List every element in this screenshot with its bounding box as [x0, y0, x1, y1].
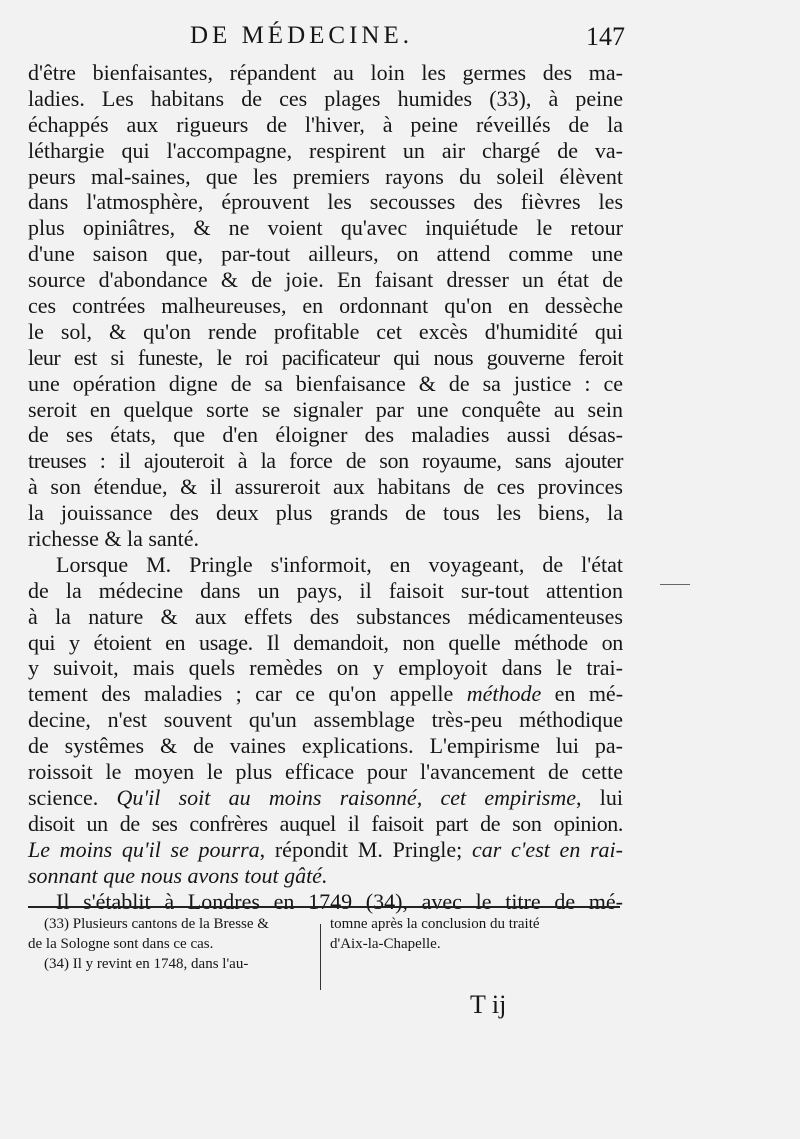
footnote-line: (33) Plusieurs cantons de la Bresse &	[44, 916, 269, 932]
margin-mark	[660, 584, 690, 585]
text-line	[28, 837, 623, 863]
text-run: en mé-	[554, 681, 624, 707]
page-number: 147	[586, 22, 625, 51]
text-line: y suivoit, mais quels remèdes on y employoit dans le trai-	[28, 655, 623, 681]
footnote-divider	[320, 924, 321, 990]
text-line: leur est si funeste, le roi pacificateur qui nous gouverne feroit	[28, 344, 623, 370]
body-text	[28, 60, 623, 914]
text-line: treuses : il ajouteroit à la force de son royaume, sans ajouter	[28, 448, 623, 474]
text-run: , lui	[576, 784, 623, 810]
text-line: léthargie qui l'accompagne, respirent un air chargé de va-	[28, 137, 623, 163]
text-run: tement des maladies ; car ce qu'on appelle	[28, 681, 454, 707]
text-line: d'une saison que, par-tout ailleurs, on attend comme une	[28, 241, 623, 267]
text-line: la jouissance des deux plus grands de tous les biens, la	[28, 500, 623, 526]
italic-quote: que nous avons tout gâté.	[103, 862, 328, 888]
text-line: decine, n'est souvent qu'un assemblage très-peu méthodique	[28, 707, 623, 733]
footnote-line: d'Aix-la-Chapelle.	[330, 936, 441, 952]
page-header	[40, 18, 625, 58]
text-line: d'être bienfaisantes, répandent au loin les germes des ma-	[28, 60, 623, 85]
text-line: source d'abondance & de joie. En faisant dresser un état de	[28, 267, 623, 293]
text-line: de la médecine dans un pays, il faisoit sur-tout attention	[28, 577, 623, 603]
text-line: une opération digne de sa bienfaisance & de sa justice : ce	[28, 370, 623, 396]
text-line: peurs mal-saines, que les premiers rayons du soleil élèvent	[28, 163, 623, 189]
text-line: ces contrées malheureuses, en ordonnant qu'on en dessèche	[28, 293, 623, 319]
text-line: à son étendue, & il assureroit aux habitans de ces provinces	[28, 474, 623, 500]
footnotes	[28, 914, 622, 994]
text-line: échappés aux rigueurs de l'hiver, à peine réveillés de la	[28, 111, 623, 137]
text-line: le sol, & qu'on rende profitable cet excès d'humidité qui	[28, 318, 623, 344]
text-line	[28, 785, 623, 811]
italic-quote: Le moins qu'il se pourra	[28, 836, 260, 862]
text-line	[28, 863, 623, 889]
footnote-line: (34) Il y revint en 1748, dans l'au-	[44, 956, 249, 972]
text-line: de systêmes & de vaines explications. L'empirisme lui pa-	[28, 733, 623, 759]
text-line: roissoit le moyen le plus efficace pour l'avancement de cette	[28, 759, 623, 785]
text-line: richesse & la santé.	[28, 526, 200, 552]
text-run: , répondit M. Pringle;	[259, 836, 463, 862]
text-line: dans l'atmosphère, éprouvent les secousses des fièvres les	[28, 189, 623, 215]
footnote-line: de la Sologne sont dans ce cas.	[28, 936, 214, 952]
italic-term: méthode	[466, 681, 542, 707]
text-line	[28, 681, 623, 707]
text-line: ladies. Les habitans de ces plages humides (33), à peine	[28, 85, 623, 111]
signature-mark: T ij	[470, 990, 507, 1019]
text-line: à la nature & aux effets des substances médicamenteuses	[28, 603, 623, 629]
footnote-line: tomne après la conclusion du traité	[330, 916, 540, 932]
text-line: plus opiniâtres, & ne voient qu'avec inquiétude le retour	[28, 215, 623, 241]
text-run: science.	[28, 784, 99, 810]
footnotes-left-column	[28, 914, 310, 974]
footnote-rule	[28, 906, 620, 908]
text-line: Il s'établit à Londres en 1749 (34), avec le titre de mé-	[56, 888, 623, 914]
italic-quote: Qu'il soit au moins raisonné, cet empirisme	[116, 784, 577, 810]
text-line: Lorsque M. Pringle s'informoit, en voyageant, de l'état	[56, 551, 623, 577]
italic-quote: car c'est en rai-	[471, 836, 623, 862]
running-head: DE MÉDECINE.	[190, 22, 413, 49]
text-line: qui y étoient en usage. Il demandoit, non quelle méthode on	[28, 629, 623, 655]
italic-quote: sonnant	[28, 862, 98, 888]
text-line: disoit un de ses confrères auquel il faisoit part de son opinion.	[28, 810, 623, 836]
footnotes-right-column	[330, 914, 620, 954]
text-line: de ses états, que d'en éloigner des maladies aussi désas-	[28, 422, 623, 448]
text-line: seroit en quelque sorte se signaler par une conquête au sein	[28, 396, 623, 422]
